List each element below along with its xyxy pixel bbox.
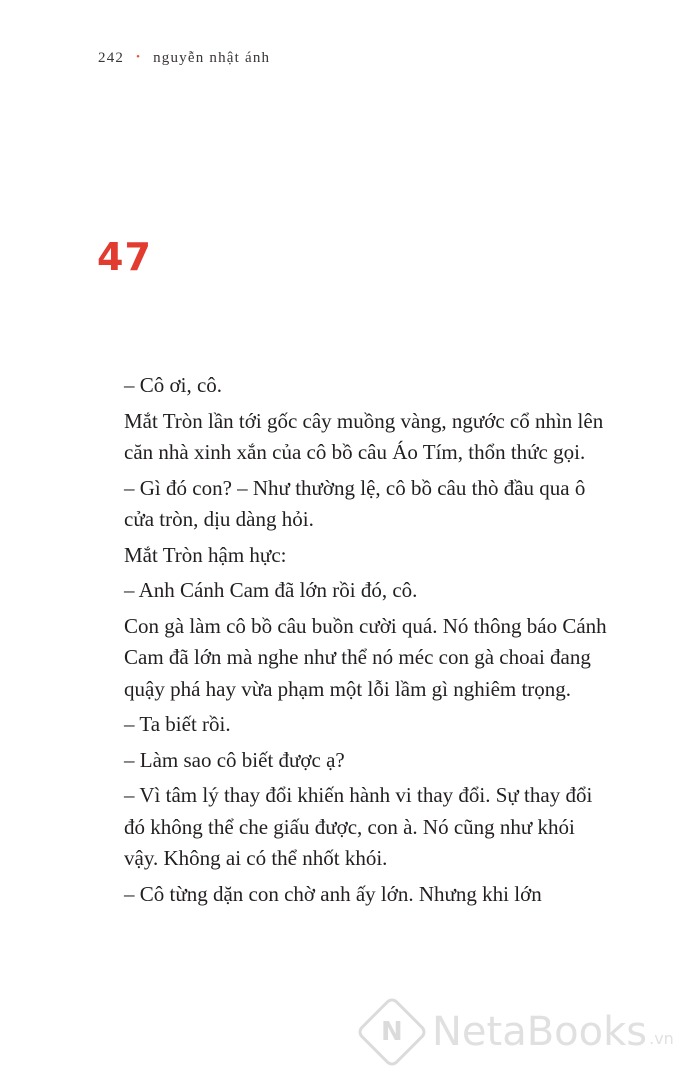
paragraph: Con gà làm cô bồ câu buồn cười quá. Nó thông báo Cánh Cam đã lớn mà nghe như thể nó méc con gà choai đang quậy phá hay vừa phạm một lỗi lầm gì nghiêm trọng. — [124, 613, 607, 701]
paragraph: – Làm sao cô biết được ạ? — [124, 747, 345, 772]
paragraph: Mắt Tròn lần tới gốc cây muồng vàng, ngước cổ nhìn lên căn nhà xinh xắn của cô bồ câu Áo Tím, thổn thức gọi. — [124, 408, 604, 464]
paragraph: Mắt Tròn hậm hực: — [124, 542, 287, 567]
paragraph: – Ta biết rồi. — [124, 712, 231, 736]
chapter-number: 47 — [97, 235, 152, 279]
watermark-tld: .vn — [649, 1029, 674, 1048]
running-head — [98, 50, 270, 67]
netabooks-logo-icon — [355, 995, 429, 1069]
paragraph: – Cô ơi, cô. — [124, 373, 223, 397]
watermark — [366, 1000, 674, 1064]
paragraph: – Anh Cánh Cam đã lớn rồi đó, cô. — [124, 578, 418, 602]
page-number: 242 — [98, 50, 125, 66]
logo-letter: N — [381, 1016, 403, 1047]
paragraph: – Gì đó con? – Như thường lệ, cô bồ câu thò đầu qua ô cửa tròn, dịu dàng hỏi. — [124, 475, 586, 531]
watermark-brand: NetaBooks — [432, 1009, 648, 1055]
author-name: nguyễn nhật ánh — [153, 50, 271, 66]
separator-dot: • — [136, 51, 142, 63]
paragraph: – Vì tâm lý thay đổi khiến hành vi thay đổi. Sự thay đổi đó không thể che giấu được, con à. Nó cũng như khói vậy. Không ai có thể nhốt khói. — [124, 783, 593, 870]
body-text — [124, 370, 608, 914]
paragraph: – Cô từng dặn con chờ anh ấy lớn. Nhưng khi lớn — [124, 881, 542, 906]
